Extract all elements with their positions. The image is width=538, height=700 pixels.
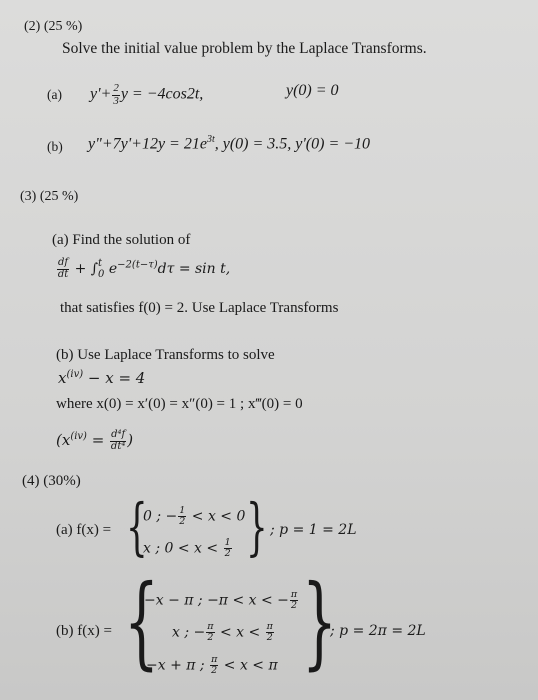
q3a-int-upper: t bbox=[98, 258, 103, 269]
q4b-label: (b) f(x) = bbox=[56, 623, 112, 639]
q2b-label: (b) bbox=[47, 139, 63, 154]
q4b-row3-head: −x + π ; bbox=[146, 657, 210, 674]
q4a-row2-num: 1 bbox=[224, 537, 231, 548]
q4b-row2-num1: π bbox=[207, 621, 214, 632]
q4b-row2-head: x ; − bbox=[172, 624, 206, 641]
q4b-row2-den1: 2 bbox=[207, 631, 214, 643]
q3b-note-close: ) bbox=[127, 431, 134, 449]
q3a-integral-limits bbox=[98, 258, 104, 280]
q4b-row2-mid: < x < bbox=[215, 624, 265, 641]
q3a-integrand-tail: dτ = sin t, bbox=[157, 261, 231, 277]
q2-instruction: Solve the initial value problem by the Laplace Transforms. bbox=[62, 40, 427, 57]
q4b-row3-den: 2 bbox=[211, 664, 218, 676]
q4b-left-brace: { bbox=[124, 563, 159, 680]
q4b-right-brace: } bbox=[302, 563, 337, 680]
q4b-row3-tail: < x < π bbox=[219, 657, 278, 674]
q2a-eq-right: y = −4cos2t, bbox=[120, 85, 204, 103]
q4b-row2-num2: π bbox=[266, 621, 273, 632]
q2b-exponent: 3t bbox=[206, 134, 215, 145]
q3a-title: (a) Find the solution of bbox=[52, 232, 191, 248]
q4a-row1-den: 2 bbox=[179, 515, 186, 527]
q4b-row1-num: π bbox=[290, 589, 298, 600]
q3a-integral-sign: + ∫ bbox=[74, 261, 99, 277]
q4a-label: (a) f(x) = bbox=[56, 522, 112, 538]
q4b-row3-num: π bbox=[211, 654, 218, 665]
q4b-row2-frac1 bbox=[206, 622, 214, 643]
q4b-row2-frac2 bbox=[266, 622, 274, 643]
q3a-integrand-exp: −2(t−τ) bbox=[117, 259, 158, 271]
q4a-row2-frac bbox=[224, 538, 232, 559]
q3b-note bbox=[56, 430, 133, 452]
q4a-left-brace: { bbox=[126, 490, 148, 563]
q3a-df: df bbox=[58, 257, 69, 268]
q2a-label: (a) bbox=[47, 87, 62, 102]
q3-header: (3) (25 %) bbox=[20, 189, 79, 204]
q4b-row1-frac bbox=[290, 590, 298, 611]
q3b-where: where x(0) = x′(0) = x″(0) = 1 ; x‴(0) = 0 bbox=[56, 396, 303, 412]
q2a-equation bbox=[90, 83, 203, 107]
q4b-row3 bbox=[146, 655, 278, 676]
q4a-row1 bbox=[143, 506, 245, 527]
q4b-row1 bbox=[144, 590, 299, 611]
q2-header: (2) (25 %) bbox=[24, 19, 83, 34]
q4a-period: ; p = 1 = 2L bbox=[270, 522, 357, 538]
q4a-row1-num: 1 bbox=[179, 505, 186, 516]
q3b-eq-tail: − x = 4 bbox=[83, 369, 146, 387]
q3b-note-num: d⁴f bbox=[111, 429, 126, 440]
q2a-fraction bbox=[112, 83, 120, 107]
q3b-equation bbox=[58, 370, 145, 386]
q4a-row2-den: 2 bbox=[224, 547, 231, 559]
q4b-row2 bbox=[172, 622, 275, 643]
q3b-note-eq: = bbox=[86, 431, 110, 449]
q3a-derivative bbox=[57, 258, 69, 280]
q2b-equation bbox=[88, 135, 370, 152]
q3b-x-sup: (iv) bbox=[66, 369, 84, 380]
q3b-note-den: dt⁴ bbox=[110, 440, 126, 452]
q4a-row1-head: 0 ; − bbox=[143, 508, 178, 525]
q3b-title: (b) Use Laplace Transforms to solve bbox=[56, 347, 275, 363]
q3b-x: x bbox=[58, 369, 67, 387]
q4a-row2 bbox=[143, 538, 233, 559]
q2b-initial-conditions: , y(0) = 3.5, y'(0) = −10 bbox=[214, 135, 371, 153]
q2b-eq-main: y"+7y'+12y = 21e bbox=[88, 135, 207, 153]
q4a-row1-tail: < x < 0 bbox=[187, 508, 246, 525]
q3b-note-left: (x bbox=[56, 431, 71, 449]
q4a-row2-head: x ; 0 < x < bbox=[143, 540, 223, 557]
q3b-note-fraction bbox=[110, 430, 126, 452]
q4b-row1-head: −x − π ; −π < x < − bbox=[144, 592, 289, 609]
q4a-right-brace: } bbox=[246, 490, 268, 563]
q3a-equation bbox=[56, 258, 230, 280]
q3b-note-sup: (iv) bbox=[70, 431, 87, 442]
q3a-dt: dt bbox=[57, 268, 69, 280]
q4-header: (4) (30%) bbox=[22, 473, 81, 489]
q3a-integrand: e bbox=[108, 261, 118, 277]
q4b-period: ; p = 2π = 2L bbox=[330, 623, 426, 639]
q4a-row1-frac bbox=[178, 506, 186, 527]
q2a-eq-left: y'+ bbox=[90, 85, 112, 103]
q3a-condition: that satisfies f(0) = 2. Use Laplace Transforms bbox=[60, 300, 339, 316]
q3a-int-lower: 0 bbox=[98, 269, 105, 280]
q4b-row2-den2: 2 bbox=[266, 631, 273, 643]
q2a-frac-den: 3 bbox=[113, 94, 119, 107]
q2a-initial-condition: y(0) = 0 bbox=[286, 82, 339, 99]
q4b-row3-frac bbox=[210, 655, 218, 676]
q4b-row1-den: 2 bbox=[291, 599, 298, 611]
q2a-frac-num: 2 bbox=[113, 82, 119, 94]
